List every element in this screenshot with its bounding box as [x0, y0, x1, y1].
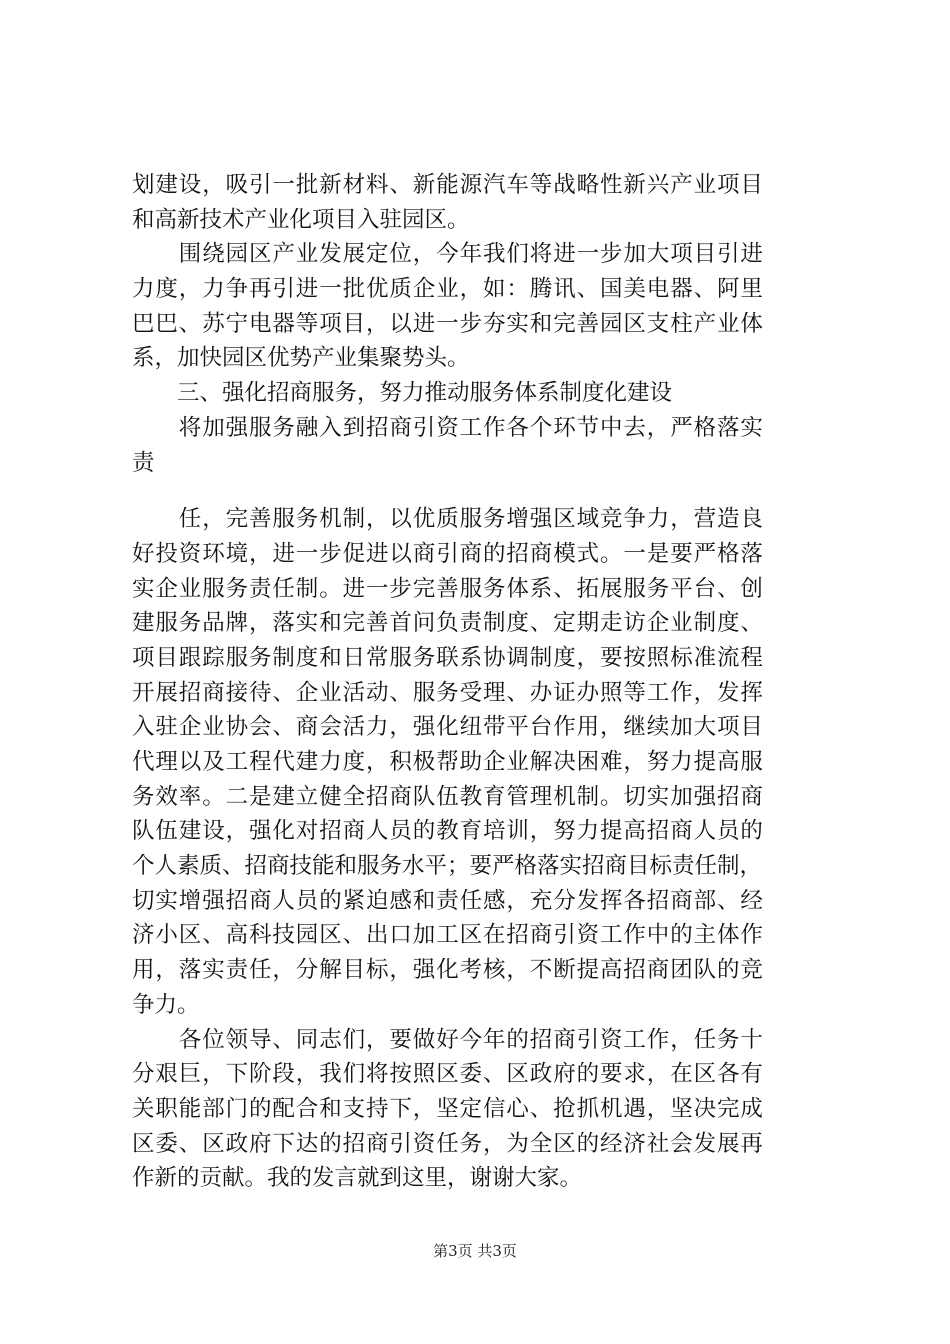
- text-line: 将加强服务融入到招商引资工作各个环节中去，严格落实: [132, 414, 764, 441]
- text-line: 力度，力争再引进一批优质企业，如：腾讯、国美电器、阿里: [132, 276, 764, 303]
- text-line: 作新的贡献。我的发言就到这里，谢谢大家。: [132, 1165, 583, 1192]
- text-line: 任，完善服务机制，以优质服务增强区域竞争力，营造良: [132, 506, 764, 533]
- text-line: 队伍建设，强化对招商人员的教育培训，努力提高招商人员的: [132, 818, 764, 845]
- text-line: 入驻企业协会、商会活力，强化纽带平台作用，继续加大项目: [132, 714, 764, 741]
- text-line: 系，加快园区优势产业集聚势头。: [132, 345, 470, 372]
- text-line: 划建设，吸引一批新材料、新能源汽车等战略性新兴产业项目: [132, 172, 764, 198]
- text-line: 实企业服务责任制。进一步完善服务体系、拓展服务平台、创: [132, 575, 764, 602]
- text-line: 和高新技术产业化项目入驻园区。: [132, 206, 470, 233]
- page-number-footer: 第3页 共3页: [433, 1242, 517, 1260]
- text-line: 建服务品牌，落实和完善首问负责制度、定期走访企业制度、: [132, 610, 764, 637]
- text-line: 责: [132, 449, 155, 476]
- text-line: 济小区、高科技园区、出口加工区在招商引资工作中的主体作: [132, 922, 764, 949]
- text-line: 关职能部门的配合和支持下，坚定信心、抢抓机遇，坚决完成: [132, 1095, 764, 1122]
- text-line: 各位领导、同志们，要做好今年的招商引资工作，任务十: [132, 1026, 764, 1053]
- text-line: 巴巴、苏宁电器等项目，以进一步夯实和完善园区支柱产业体: [132, 310, 764, 337]
- text-line: 代理以及工程代建力度，积极帮助企业解决困难，努力提高服: [132, 749, 764, 775]
- text-line: 用，落实责任，分解目标，强化考核，不断提高招商团队的竞: [132, 957, 764, 984]
- text-line: 项目跟踪服务制度和日常服务联系协调制度，要按照标准流程: [132, 644, 764, 671]
- text-line: 个人素质、招商技能和服务水平；要严格落实招商目标责任制，: [132, 853, 763, 880]
- text-line: 争力。: [132, 991, 200, 1018]
- text-line: 好投资环境，进一步促进以商引商的招商模式。一是要严格落: [132, 540, 764, 567]
- document-body: [132, 168, 832, 1196]
- text-line: 围绕园区产业发展定位，今年我们将进一步加大项目引进: [132, 241, 764, 268]
- text-line: 务效率。二是建立健全招商队伍教育管理机制。切实加强招商: [132, 783, 764, 810]
- text-line: 分艰巨，下阶段，我们将按照区委、区政府的要求，在区各有: [132, 1061, 764, 1088]
- text-line: 切实增强招商人员的紧迫感和责任感，充分发挥各招商部、经: [132, 887, 764, 914]
- text-line: 区委、区政府下达的招商引资任务，为全区的经济社会发展再: [132, 1130, 764, 1157]
- text-line: 开展招商接待、企业活动、服务受理、办证办照等工作，发挥: [132, 679, 764, 706]
- section-heading: 三、强化招商服务，努力推动服务体系制度化建设: [132, 380, 673, 407]
